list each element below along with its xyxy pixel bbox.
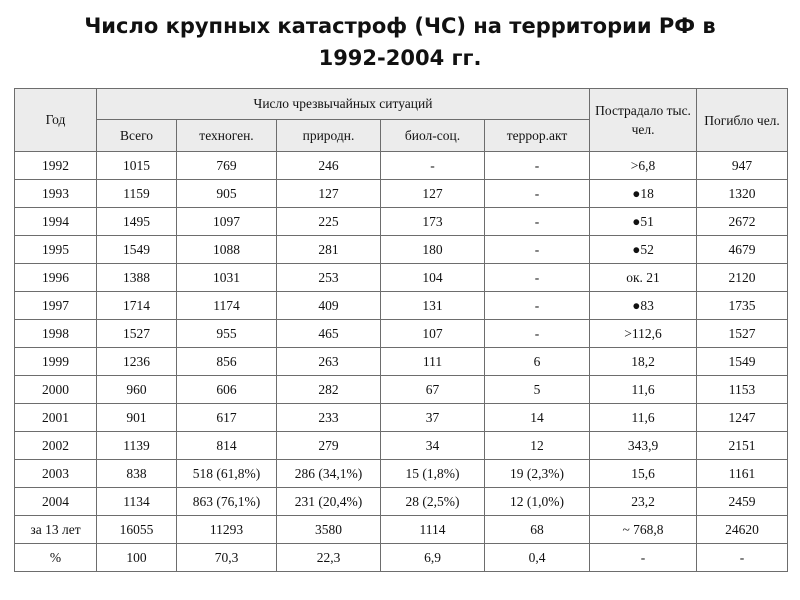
table-cell: 1031 — [177, 264, 277, 292]
table-row — [15, 432, 788, 460]
header-technogenic: техноген. — [177, 120, 277, 152]
table-cell: 15,6 — [590, 460, 697, 488]
table-row — [15, 516, 788, 544]
table-cell: 127 — [381, 180, 485, 208]
table-cell: 1088 — [177, 236, 277, 264]
table-body — [15, 152, 788, 572]
table-cell: 131 — [381, 292, 485, 320]
table-cell: 15 (1,8%) — [381, 460, 485, 488]
header-died: Погибло чел. — [697, 89, 788, 152]
table-cell: за 13 лет — [15, 516, 97, 544]
table-cell: 4679 — [697, 236, 788, 264]
table-row — [15, 376, 788, 404]
table-cell: 1097 — [177, 208, 277, 236]
table-cell: 127 — [277, 180, 381, 208]
table-cell: 18,2 — [590, 348, 697, 376]
table-cell: 1995 — [15, 236, 97, 264]
table-cell: 70,3 — [177, 544, 277, 572]
header-year: Год — [15, 89, 97, 152]
table-cell: 1159 — [97, 180, 177, 208]
table-cell: 2001 — [15, 404, 97, 432]
table-cell: 1114 — [381, 516, 485, 544]
header-natural: природн. — [277, 120, 381, 152]
table-cell: 225 — [277, 208, 381, 236]
table-cell: 606 — [177, 376, 277, 404]
table-cell: 11,6 — [590, 404, 697, 432]
table-cell: 180 — [381, 236, 485, 264]
table-cell: 279 — [277, 432, 381, 460]
header-biosocial: биол-соц. — [381, 120, 485, 152]
table-cell: 2459 — [697, 488, 788, 516]
table-cell: 1527 — [97, 320, 177, 348]
table-cell: 263 — [277, 348, 381, 376]
table-cell: 2120 — [697, 264, 788, 292]
header-terror: террор.акт — [485, 120, 590, 152]
table-cell: 282 — [277, 376, 381, 404]
table-cell: 1388 — [97, 264, 177, 292]
table-cell: 1992 — [15, 152, 97, 180]
table-cell: 253 — [277, 264, 381, 292]
table-cell: 1161 — [697, 460, 788, 488]
table-row — [15, 180, 788, 208]
table-cell: ●18 — [590, 180, 697, 208]
table-cell: 233 — [277, 404, 381, 432]
table-cell: 769 — [177, 152, 277, 180]
table-cell: 1993 — [15, 180, 97, 208]
table-row — [15, 488, 788, 516]
table-cell: 856 — [177, 348, 277, 376]
page-title — [0, 10, 800, 74]
table-cell: 11,6 — [590, 376, 697, 404]
table-cell: 28 (2,5%) — [381, 488, 485, 516]
table-row — [15, 544, 788, 572]
table-cell: 1495 — [97, 208, 177, 236]
disasters-table — [14, 88, 788, 572]
table-cell: 1735 — [697, 292, 788, 320]
table-cell: 518 (61,8%) — [177, 460, 277, 488]
table-cell: 12 (1,0%) — [485, 488, 590, 516]
header-emergencies: Число чрезвычайных ситуаций — [97, 89, 590, 120]
table-cell: 343,9 — [590, 432, 697, 460]
table-cell: 409 — [277, 292, 381, 320]
table-cell: 1134 — [97, 488, 177, 516]
table-cell: 1998 — [15, 320, 97, 348]
table-cell: 67 — [381, 376, 485, 404]
table-cell: 231 (20,4%) — [277, 488, 381, 516]
table-cell: 24620 — [697, 516, 788, 544]
table-cell: 955 — [177, 320, 277, 348]
table-cell: 2003 — [15, 460, 97, 488]
table-cell: 12 — [485, 432, 590, 460]
table-cell: 1320 — [697, 180, 788, 208]
title-line-2: 1992-2004 гг. — [318, 46, 482, 70]
table-cell: - — [485, 208, 590, 236]
table-cell: - — [485, 152, 590, 180]
table-cell: 2151 — [697, 432, 788, 460]
title-line-1: Число крупных катастроф (ЧС) на территории РФ в — [84, 14, 716, 38]
table-cell: 814 — [177, 432, 277, 460]
table-row — [15, 152, 788, 180]
table-cell: ~ 768,8 — [590, 516, 697, 544]
table-cell: 68 — [485, 516, 590, 544]
table-cell: >6,8 — [590, 152, 697, 180]
table-cell: 23,2 — [590, 488, 697, 516]
table-cell: 1997 — [15, 292, 97, 320]
table-cell: 863 (76,1%) — [177, 488, 277, 516]
table-cell: 37 — [381, 404, 485, 432]
table-cell: ●52 — [590, 236, 697, 264]
table-cell: ок. 21 — [590, 264, 697, 292]
table-cell: 0,4 — [485, 544, 590, 572]
table-row — [15, 264, 788, 292]
table-cell: - — [485, 236, 590, 264]
table-cell: 14 — [485, 404, 590, 432]
table-cell: 838 — [97, 460, 177, 488]
table-cell: - — [485, 292, 590, 320]
table-cell: 1174 — [177, 292, 277, 320]
table-cell: 6,9 — [381, 544, 485, 572]
table-cell: - — [485, 180, 590, 208]
header-injured: Пострадало тыс. чел. — [590, 89, 697, 152]
table-cell: 107 — [381, 320, 485, 348]
table-row — [15, 292, 788, 320]
header-total: Всего — [97, 120, 177, 152]
table-cell: 1994 — [15, 208, 97, 236]
table-cell: 246 — [277, 152, 381, 180]
table-cell: ●83 — [590, 292, 697, 320]
table-cell: 1247 — [697, 404, 788, 432]
table-cell: 16055 — [97, 516, 177, 544]
table-cell: 6 — [485, 348, 590, 376]
table-cell: ●51 — [590, 208, 697, 236]
table-cell: 1549 — [697, 348, 788, 376]
table-cell: 11293 — [177, 516, 277, 544]
table-cell: >112,6 — [590, 320, 697, 348]
table-cell: - — [590, 544, 697, 572]
table-cell: 2000 — [15, 376, 97, 404]
table-row — [15, 236, 788, 264]
table-cell: 1139 — [97, 432, 177, 460]
table-cell: 286 (34,1%) — [277, 460, 381, 488]
table-cell: 1015 — [97, 152, 177, 180]
table-cell: 173 — [381, 208, 485, 236]
table-cell: 104 — [381, 264, 485, 292]
table-cell: 1153 — [697, 376, 788, 404]
table-cell: 960 — [97, 376, 177, 404]
table-cell: 905 — [177, 180, 277, 208]
table-row — [15, 348, 788, 376]
table-cell: 100 — [97, 544, 177, 572]
table-cell: 1999 — [15, 348, 97, 376]
table-cell: 111 — [381, 348, 485, 376]
table-row — [15, 404, 788, 432]
table-cell: 901 — [97, 404, 177, 432]
table-cell: 5 — [485, 376, 590, 404]
table-cell: 2672 — [697, 208, 788, 236]
table-cell: 281 — [277, 236, 381, 264]
table-cell: 1527 — [697, 320, 788, 348]
table-cell: 617 — [177, 404, 277, 432]
table-cell: % — [15, 544, 97, 572]
table-cell: 34 — [381, 432, 485, 460]
table-row — [15, 320, 788, 348]
table-cell: - — [697, 544, 788, 572]
table-cell: 1996 — [15, 264, 97, 292]
table-cell: 3580 — [277, 516, 381, 544]
table-cell: 947 — [697, 152, 788, 180]
table-cell: 22,3 — [277, 544, 381, 572]
table-cell: 19 (2,3%) — [485, 460, 590, 488]
table-cell: 1549 — [97, 236, 177, 264]
table-cell: 1714 — [97, 292, 177, 320]
table-cell: 2004 — [15, 488, 97, 516]
table-row — [15, 460, 788, 488]
table-cell: 465 — [277, 320, 381, 348]
table-cell: 2002 — [15, 432, 97, 460]
table-row — [15, 208, 788, 236]
table-cell: - — [485, 320, 590, 348]
table-cell: - — [381, 152, 485, 180]
table-cell: - — [485, 264, 590, 292]
table-cell: 1236 — [97, 348, 177, 376]
